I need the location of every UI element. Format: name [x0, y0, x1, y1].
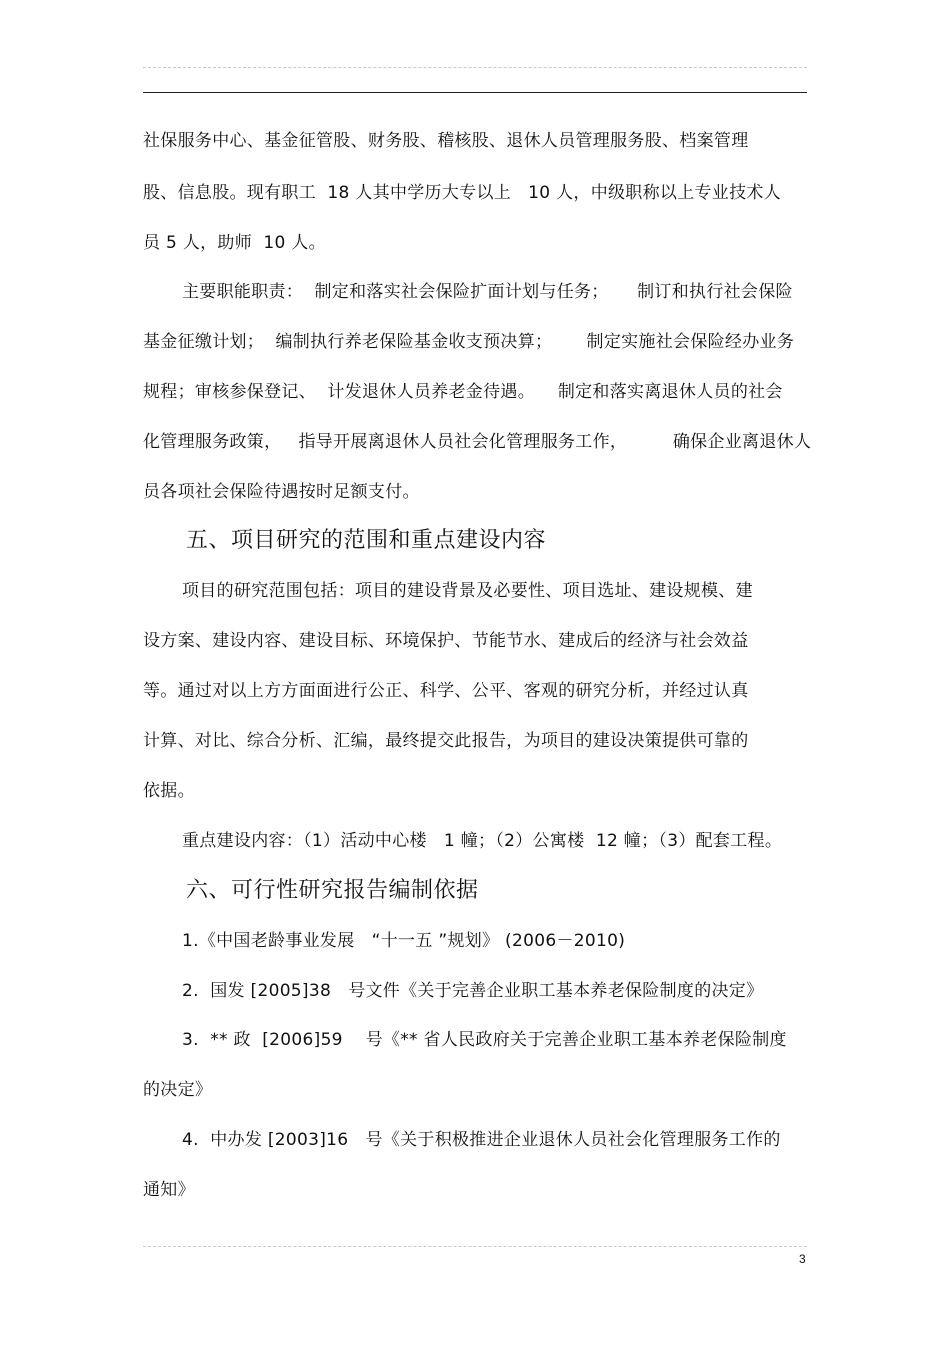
footer-dotted-rule [143, 1246, 807, 1247]
reference-item: 1.《中国老龄事业发展 “十一五 ”规划》 (2006－2010) [182, 931, 626, 951]
text-line: 化管理服务政策， 指导开展离退休人员社会化管理服务工作， 确保企业离退休人 [143, 432, 812, 452]
reference-item: 2. 国发 [2005]38 号文件《关于完善企业职工基本养老保险制度的决定》 [182, 981, 764, 1001]
text-line: 项目的研究范围包括：项目的建设背景及必要性、项目选址、建设规模、建 [182, 581, 753, 601]
text-line: 主要职能职责： 制定和落实社会保险扩面计划与任务； 制订和执行社会保险 [182, 282, 793, 302]
text-line: 社保服务中心、基金征管股、财务股、稽核股、退休人员管理服务股、档案管理 [143, 131, 749, 151]
paragraph-key-construction: 重点建设内容：（1）活动中心楼 1 幢；（2）公寓楼 12 幢；（3）配套工程。 [182, 831, 783, 851]
text-line: 员 5 人，助师 10 人。 [143, 233, 326, 253]
text-line: 依据。 [143, 781, 195, 801]
text-line: 计算、对比、综合分析、汇编，最终提交此报告，为项目的建设决策提供可靠的 [143, 731, 749, 751]
section-heading-5: 五、项目研究的范围和重点建设内容 [186, 528, 547, 553]
reference-item: 4. 中办发 [2003]16 号《关于积极推进企业退休人员社会化管理服务工作的 [182, 1130, 781, 1150]
reference-item-continuation: 通知》 [143, 1180, 195, 1200]
text-line: 等。通过对以上方方面面进行公正、科学、公平、客观的研究分析，并经过认真 [143, 681, 749, 701]
text-line: 员各项社会保险待遇按时足额支付。 [143, 482, 420, 502]
text-line: 规程；审核参保登记、 计发退休人员养老金待遇。 制定和落实离退休人员的社会 [143, 382, 783, 402]
section-heading-6: 六、可行性研究报告编制依据 [186, 878, 479, 903]
text-line: 设方案、建设内容、建设目标、环境保护、节能节水、建成后的经济与社会效益 [143, 631, 749, 651]
page-number: 3 [799, 1252, 806, 1266]
text-line: 股、信息股。现有职工 18 人其中学历大专以上 10 人，中级职称以上专业技术人 [143, 183, 781, 203]
text-line: 基金征缴计划； 编制执行养老保险基金收支预决算； 制定实施社会保险经办业务 [143, 332, 795, 352]
header-rule [143, 92, 807, 93]
header-dotted-rule [143, 67, 807, 68]
reference-item-continuation: 的决定》 [143, 1080, 213, 1100]
reference-item: 3. ** 政 [2006]59 号《** 省人民政府关于完善企业职工基本养老保险制度 [182, 1030, 787, 1050]
